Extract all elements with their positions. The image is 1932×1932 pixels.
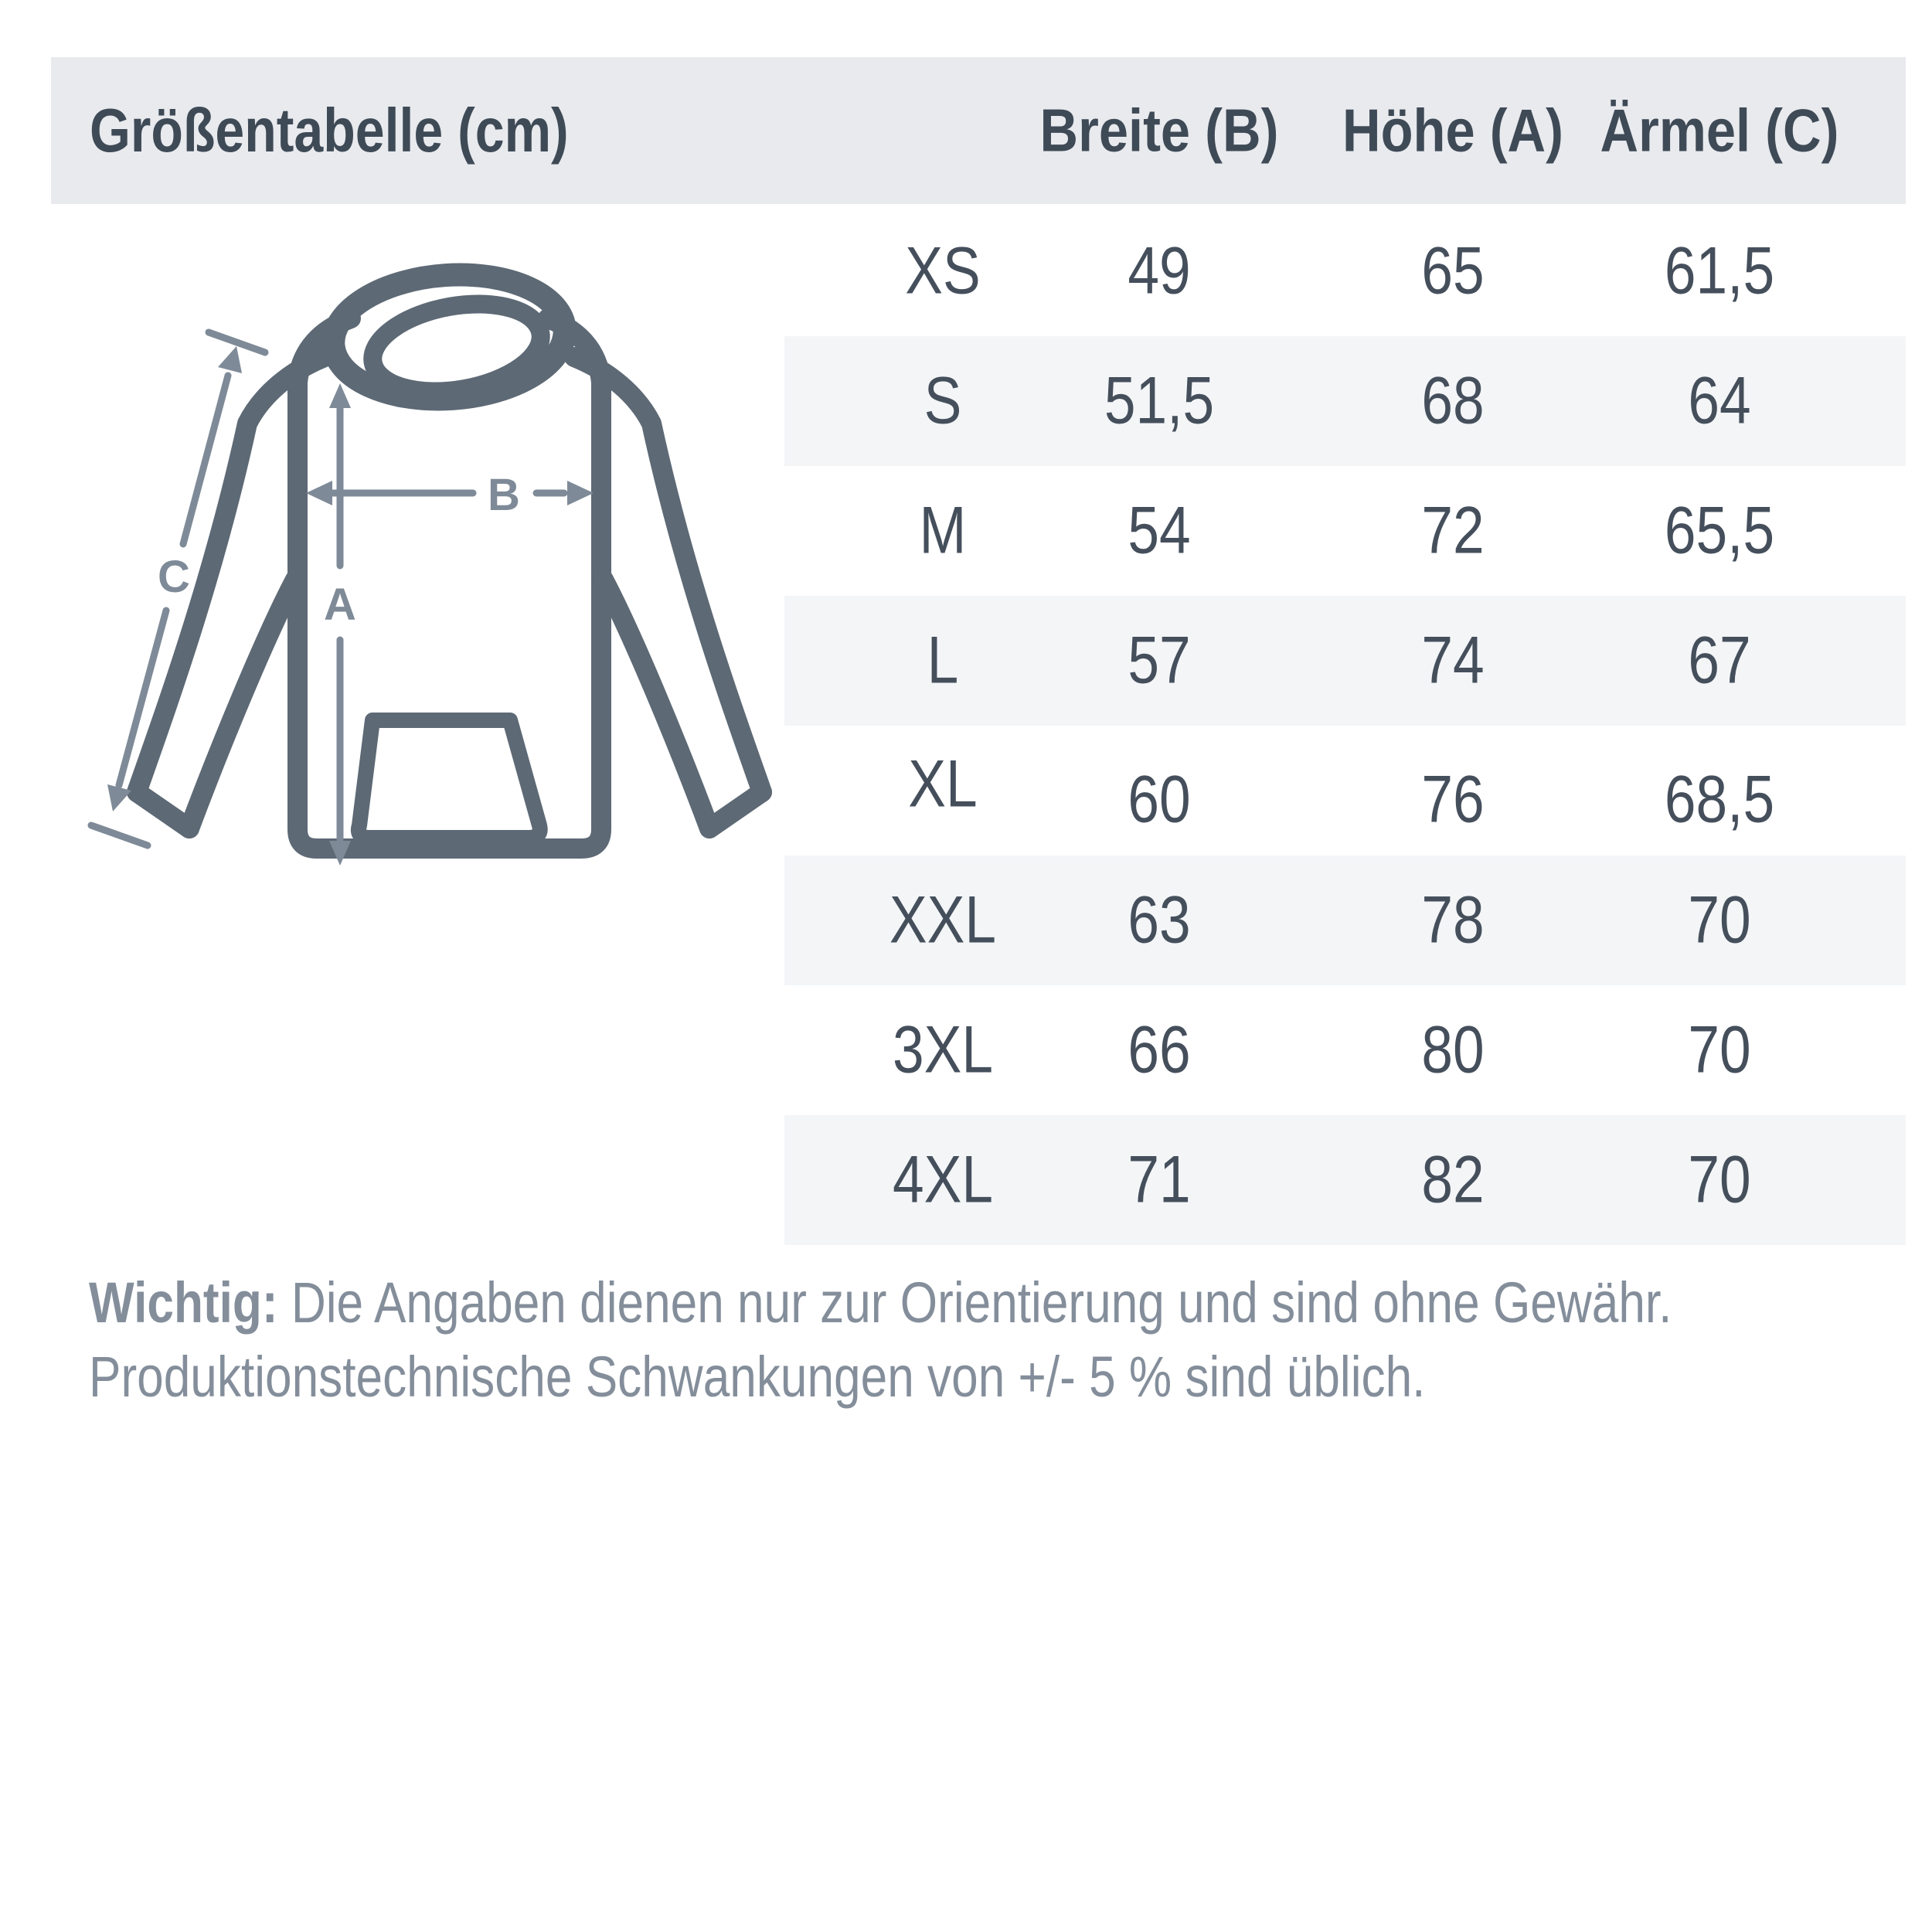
disclaimer-line-2: Produktionstechnische Schwankungen von +/- 5 % sind üblich. [89, 1345, 1426, 1409]
width-value: 54 [1127, 493, 1191, 568]
disclaimer-note [89, 1266, 1889, 1414]
page-title: Größentabelle (cm) [90, 96, 569, 165]
hoodie-diagram [62, 216, 796, 873]
table-row-l [784, 596, 1906, 726]
sleeve-value: 64 [1688, 363, 1751, 438]
size-label: XL [907, 747, 978, 821]
table-row-xxl [784, 855, 1906, 985]
table-row-3xl [784, 985, 1906, 1115]
size-label: 4XL [892, 1142, 993, 1217]
table-row-xl [784, 726, 1906, 855]
width-value: 60 [1127, 762, 1191, 837]
sleeve-value: 70 [1688, 883, 1751, 957]
table-row-xs [784, 206, 1906, 336]
column-header-breite: Breite (B) [1039, 96, 1279, 165]
column-header-hoehe: Höhe (A) [1342, 96, 1563, 165]
measure-arrows [91, 332, 594, 866]
height-value: 74 [1421, 623, 1485, 698]
width-value: 51,5 [1104, 363, 1214, 438]
height-value: 76 [1421, 762, 1485, 837]
disclaimer-line-1 [89, 1266, 1672, 1340]
height-value: 72 [1421, 493, 1485, 568]
height-value: 80 [1421, 1012, 1485, 1087]
table-row-s [784, 336, 1906, 466]
width-value: 49 [1127, 233, 1191, 308]
label-b: B [488, 470, 520, 520]
table-row-m [784, 466, 1906, 596]
column-headers [784, 57, 1906, 204]
tick-bottom [91, 825, 148, 845]
width-value: 66 [1127, 1012, 1191, 1087]
sleeve-value: 61,5 [1664, 233, 1775, 308]
width-value: 71 [1127, 1142, 1191, 1217]
height-value: 68 [1421, 363, 1485, 438]
size-table [784, 206, 1906, 1245]
table-row-4xl [784, 1115, 1906, 1245]
sleeve-value: 70 [1688, 1012, 1751, 1087]
column-header-aermel: Ärmel (C) [1600, 96, 1839, 165]
label-c: C [158, 552, 190, 602]
height-value: 78 [1421, 883, 1485, 957]
height-value: 65 [1421, 233, 1485, 308]
size-label: XXL [889, 883, 996, 957]
size-label: M [919, 493, 967, 568]
disclaimer-bold: Wichtig: [89, 1270, 278, 1335]
label-a: A [324, 580, 356, 630]
measure-arrow-b [306, 481, 594, 505]
sleeve-value: 68,5 [1664, 762, 1775, 837]
pocket [359, 720, 540, 838]
width-value: 57 [1127, 623, 1191, 698]
disclaimer-text: Die Angaben dienen nur zur Orientierung und sind ohne Gewähr. [277, 1270, 1672, 1335]
size-label: S [923, 363, 961, 438]
sleeve-value: 65,5 [1664, 493, 1775, 568]
sleeve-value: 70 [1688, 1142, 1751, 1217]
size-label: XS [904, 233, 981, 308]
width-value: 63 [1127, 883, 1191, 957]
height-value: 82 [1421, 1142, 1485, 1217]
size-label: 3XL [892, 1012, 993, 1087]
size-label: L [927, 623, 958, 698]
sleeve-value: 67 [1688, 623, 1751, 698]
